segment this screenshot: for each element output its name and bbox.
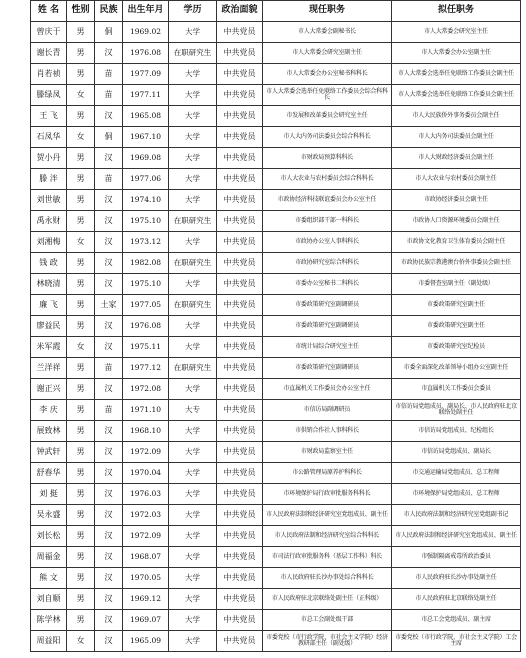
cell-birth-date: 1977.05 [123, 295, 169, 316]
cell-birth-date: 1970.05 [123, 568, 169, 589]
cell-current-position: 市人大内务司法委员会综合科科长 [263, 127, 392, 148]
cell-birth-date: 1965.09 [123, 631, 169, 652]
cell-ethnicity: 汉 [95, 484, 123, 505]
cell-proposed-position: 市委政策研究室副主任 [392, 316, 521, 337]
cell-ethnicity: 汉 [95, 211, 123, 232]
cell-proposed-position: 市委政策研究室副主任 [392, 295, 521, 316]
cell-political-status: 中共党员 [217, 169, 263, 190]
cell-political-status: 中共党员 [217, 568, 263, 589]
table-row [31, 505, 521, 526]
cell-gender: 男 [67, 463, 95, 484]
cell-education: 大学 [169, 148, 217, 169]
cell-ethnicity: 苗 [95, 400, 123, 421]
cell-education: 大学 [169, 85, 217, 106]
cell-proposed-position: 市强制隔离戒毒所政治委员 [392, 547, 521, 568]
cell-birth-date: 1975.10 [123, 211, 169, 232]
header-gender: 性别 [67, 1, 95, 22]
cell-name: 钱 政 [31, 253, 67, 274]
cell-education: 大学 [169, 421, 217, 442]
cell-birth-date: 1969.12 [123, 589, 169, 610]
cell-current-position: 市发展和改革委员会研究室主任 [263, 106, 392, 127]
header-education: 学历 [169, 1, 217, 22]
cell-current-position: 市财政局监察室主任 [263, 442, 392, 463]
cell-political-status: 中共党员 [217, 442, 263, 463]
cell-proposed-position: 市总工会党组成员、副主席 [392, 610, 521, 631]
cell-current-position: 市人民政府法制和经济研究室党组成员、副主任 [263, 505, 392, 526]
cell-name: 谢长青 [31, 43, 67, 64]
cell-name: 兰洋祥 [31, 358, 67, 379]
cell-education: 大学 [169, 589, 217, 610]
cell-current-position: 市人民政府法制和经济研究室综合科科长 [263, 526, 392, 547]
cell-political-status: 中共党员 [217, 85, 263, 106]
cell-political-status: 中共党员 [217, 484, 263, 505]
cell-ethnicity: 汉 [95, 589, 123, 610]
table-row [31, 484, 521, 505]
cell-education: 大学 [169, 463, 217, 484]
cell-proposed-position: 市政协经济委员会副主任 [392, 190, 521, 211]
appointment-table [30, 0, 521, 652]
cell-proposed-position: 市委全面深化改革领导小组办公室副主任 [392, 358, 521, 379]
cell-birth-date: 1977.09 [123, 64, 169, 85]
cell-political-status: 中共党员 [217, 148, 263, 169]
cell-ethnicity: 汉 [95, 148, 123, 169]
table-row [31, 106, 521, 127]
cell-education: 大学 [169, 64, 217, 85]
cell-birth-date: 1976.08 [123, 316, 169, 337]
header-proposed-position: 拟任职务 [392, 1, 521, 22]
cell-ethnicity: 苗 [95, 64, 123, 85]
cell-gender: 男 [67, 379, 95, 400]
cell-education: 大专 [169, 400, 217, 421]
cell-education: 大学 [169, 442, 217, 463]
cell-education: 大学 [169, 232, 217, 253]
cell-proposed-position: 市环境保护局党组成员、总工程师 [392, 484, 521, 505]
table-header-row [31, 1, 521, 22]
cell-current-position: 市政协经济科技联谊委员会办公室主任 [263, 190, 392, 211]
cell-birth-date: 1974.10 [123, 190, 169, 211]
cell-birth-date: 1969.07 [123, 610, 169, 631]
cell-gender: 男 [67, 106, 95, 127]
cell-proposed-position: 市人大内务司法委员会副主任 [392, 127, 521, 148]
header-political-status: 政治面貌 [217, 1, 263, 22]
cell-proposed-position: 市交通运输局党组成员、总工程师 [392, 463, 521, 484]
cell-political-status: 中共党员 [217, 337, 263, 358]
cell-education: 大学 [169, 316, 217, 337]
cell-proposed-position: 市人大农业与农村委员会副主任 [392, 169, 521, 190]
table-row [31, 442, 521, 463]
cell-gender: 男 [67, 610, 95, 631]
cell-gender: 男 [67, 421, 95, 442]
cell-political-status: 中共党员 [217, 589, 263, 610]
cell-proposed-position: 市人民政府法制和经济研究室党组成员、副主任 [392, 526, 521, 547]
cell-political-status: 中共党员 [217, 505, 263, 526]
cell-name: 王 飞 [31, 106, 67, 127]
table-row [31, 463, 521, 484]
cell-ethnicity: 汉 [95, 106, 123, 127]
cell-ethnicity: 汉 [95, 442, 123, 463]
cell-current-position: 市人大常委会办公室秘书科科长 [263, 64, 392, 85]
table-row [31, 547, 521, 568]
cell-birth-date: 1968.10 [123, 421, 169, 442]
cell-gender: 男 [67, 190, 95, 211]
cell-education: 大学 [169, 526, 217, 547]
cell-name: 曾庆于 [31, 22, 67, 43]
cell-gender: 男 [67, 526, 95, 547]
cell-ethnicity: 汉 [95, 463, 123, 484]
cell-education: 大学 [169, 337, 217, 358]
table-row [31, 358, 521, 379]
cell-education: 大学 [169, 568, 217, 589]
cell-current-position: 市统计局综合研究室主任 [263, 337, 392, 358]
cell-current-position: 市人大常委会选举任免联络工作委员会综合科科长 [263, 85, 392, 106]
cell-education: 在职研究生 [169, 43, 217, 64]
cell-political-status: 中共党员 [217, 379, 263, 400]
cell-current-position: 市司法行政审批服务科（基层工作科）科长 [263, 547, 392, 568]
cell-gender: 男 [67, 505, 95, 526]
cell-ethnicity: 汉 [95, 526, 123, 547]
table-row [31, 379, 521, 400]
cell-proposed-position: 市政协民族宗教港澳台侨外事委员会副主任 [392, 253, 521, 274]
table-row [31, 400, 521, 421]
header-ethnicity: 民族 [95, 1, 123, 22]
cell-current-position: 市政协办公室人事科科长 [263, 232, 392, 253]
cell-gender: 男 [67, 148, 95, 169]
cell-current-position: 市供销合作社人事科科长 [263, 421, 392, 442]
cell-political-status: 中共党员 [217, 610, 263, 631]
cell-education: 在职研究生 [169, 358, 217, 379]
cell-name: 谢正兴 [31, 379, 67, 400]
cell-proposed-position: 市委政策研究室纪检员 [392, 337, 521, 358]
cell-birth-date: 1976.03 [123, 484, 169, 505]
cell-gender: 男 [67, 253, 95, 274]
cell-current-position: 市财政局预算科科长 [263, 148, 392, 169]
cell-ethnicity: 苗 [95, 358, 123, 379]
cell-current-position: 市人大常委会研究室副主任 [263, 43, 392, 64]
cell-proposed-position: 市信访局党组成员、纪检组长 [392, 421, 521, 442]
cell-political-status: 中共党员 [217, 358, 263, 379]
cell-proposed-position: 市人大常委会办公室副主任 [392, 43, 521, 64]
cell-birth-date: 1977.12 [123, 358, 169, 379]
cell-political-status: 中共党员 [217, 631, 263, 652]
header-birth-date: 出生年月 [123, 1, 169, 22]
table-row [31, 85, 521, 106]
cell-ethnicity: 汉 [95, 337, 123, 358]
cell-current-position: 市委办公室秘书二科科长 [263, 274, 392, 295]
cell-name: 周福金 [31, 547, 67, 568]
cell-current-position: 市人民政府驻北京联络处副主任（正科级） [263, 589, 392, 610]
cell-current-position: 市委党校（市行政学院、市社会主义学院）经济教研部主任（副处级） [263, 631, 392, 652]
cell-political-status: 中共党员 [217, 316, 263, 337]
cell-ethnicity: 汉 [95, 253, 123, 274]
cell-ethnicity: 汉 [95, 631, 123, 652]
cell-ethnicity: 汉 [95, 421, 123, 442]
cell-political-status: 中共党员 [217, 127, 263, 148]
cell-name: 刘 挺 [31, 484, 67, 505]
cell-proposed-position: 市政协人口资源环境委员会副主任 [392, 211, 521, 232]
table-row [31, 169, 521, 190]
cell-gender: 男 [67, 400, 95, 421]
cell-birth-date: 1977.11 [123, 85, 169, 106]
cell-birth-date: 1972.09 [123, 526, 169, 547]
cell-ethnicity: 苗 [95, 169, 123, 190]
cell-proposed-position: 市信访局党组成员、副局长、市人民政府驻北京联络处副主任 [392, 400, 521, 421]
cell-current-position: 市委政策研究室副调研员 [263, 295, 392, 316]
cell-education: 大学 [169, 631, 217, 652]
cell-education: 大学 [169, 505, 217, 526]
table-row [31, 148, 521, 169]
appointment-table-sheet [30, 0, 520, 650]
cell-gender: 男 [67, 547, 95, 568]
cell-proposed-position: 市人大民族侨外事务委员会副主任 [392, 106, 521, 127]
cell-birth-date: 1965.08 [123, 106, 169, 127]
cell-gender: 男 [67, 22, 95, 43]
header-name: 姓 名 [31, 1, 67, 22]
cell-current-position: 市人民政府驻长沙办事处综合科科长 [263, 568, 392, 589]
cell-gender: 男 [67, 316, 95, 337]
cell-political-status: 中共党员 [217, 463, 263, 484]
cell-current-position: 市总工会副处级干部 [263, 610, 392, 631]
cell-current-position: 市委政策研究室副调研员 [263, 358, 392, 379]
cell-name: 贺小丹 [31, 148, 67, 169]
cell-name: 肖若祯 [31, 64, 67, 85]
table-row [31, 232, 521, 253]
cell-education: 大学 [169, 106, 217, 127]
table-row [31, 568, 521, 589]
cell-name: 滕 泮 [31, 169, 67, 190]
cell-gender: 男 [67, 358, 95, 379]
table-row [31, 190, 521, 211]
cell-ethnicity: 土家 [95, 295, 123, 316]
cell-gender: 男 [67, 589, 95, 610]
cell-political-status: 中共党员 [217, 547, 263, 568]
cell-ethnicity: 苗 [95, 85, 123, 106]
cell-gender: 男 [67, 64, 95, 85]
cell-name: 米军霞 [31, 337, 67, 358]
table-row [31, 127, 521, 148]
table-row [31, 337, 521, 358]
table-row [31, 211, 521, 232]
cell-education: 大学 [169, 379, 217, 400]
cell-proposed-position: 市委党校（市行政学院、市社会主义学院）工会主席 [392, 631, 521, 652]
cell-current-position: 市人大农业与农村委员会综合科科长 [263, 169, 392, 190]
cell-political-status: 中共党员 [217, 421, 263, 442]
cell-current-position: 市直属机关工作委员会办公室主任 [263, 379, 392, 400]
cell-political-status: 中共党员 [217, 295, 263, 316]
cell-ethnicity: 汉 [95, 43, 123, 64]
cell-ethnicity: 汉 [95, 274, 123, 295]
cell-current-position: 市信访局副调研员 [263, 400, 392, 421]
cell-birth-date: 1971.10 [123, 400, 169, 421]
cell-name: 滕绿凤 [31, 85, 67, 106]
cell-proposed-position: 市人大常委会选举任免联络工作委员会副主任 [392, 64, 521, 85]
cell-political-status: 中共党员 [217, 526, 263, 547]
cell-proposed-position: 市人大常委会选举任免联络工作委员会副主任 [392, 85, 521, 106]
table-row [31, 253, 521, 274]
cell-birth-date: 1975.11 [123, 337, 169, 358]
cell-ethnicity: 侗 [95, 127, 123, 148]
cell-gender: 男 [67, 211, 95, 232]
cell-birth-date: 1969.02 [123, 22, 169, 43]
header-current-position: 现任职务 [263, 1, 392, 22]
cell-political-status: 中共党员 [217, 43, 263, 64]
cell-gender: 女 [67, 85, 95, 106]
table-row [31, 295, 521, 316]
cell-education: 大学 [169, 169, 217, 190]
cell-ethnicity: 汉 [95, 190, 123, 211]
cell-political-status: 中共党员 [217, 22, 263, 43]
cell-education: 大学 [169, 22, 217, 43]
cell-name: 刘长松 [31, 526, 67, 547]
cell-birth-date: 1972.03 [123, 505, 169, 526]
cell-ethnicity: 汉 [95, 505, 123, 526]
cell-current-position: 市公路管理局原养护科科长 [263, 463, 392, 484]
cell-current-position: 市环境保护局行政审批服务科科长 [263, 484, 392, 505]
cell-political-status: 中共党员 [217, 274, 263, 295]
cell-name: 李 庆 [31, 400, 67, 421]
cell-proposed-position: 市政协文化教育卫生体育委员会副主任 [392, 232, 521, 253]
cell-proposed-position: 市人民政府法制和经济研究室党组副书记 [392, 505, 521, 526]
cell-name: 禹永财 [31, 211, 67, 232]
cell-gender: 女 [67, 127, 95, 148]
cell-education: 在职研究生 [169, 295, 217, 316]
cell-name: 林晓清 [31, 274, 67, 295]
cell-political-status: 中共党员 [217, 106, 263, 127]
cell-name: 展致林 [31, 421, 67, 442]
cell-current-position: 市人大常委会副秘书长 [263, 22, 392, 43]
table-row [31, 22, 521, 43]
cell-gender: 男 [67, 274, 95, 295]
cell-birth-date: 1969.08 [123, 148, 169, 169]
cell-name: 钟武轩 [31, 442, 67, 463]
cell-gender: 女 [67, 232, 95, 253]
table-row [31, 610, 521, 631]
cell-ethnicity: 汉 [95, 568, 123, 589]
cell-name: 周益阳 [31, 631, 67, 652]
cell-gender: 女 [67, 631, 95, 652]
cell-education: 在职研究生 [169, 253, 217, 274]
cell-proposed-position: 市委督查室副主任（副处级） [392, 274, 521, 295]
cell-proposed-position: 市人大常委会研究室主任 [392, 22, 521, 43]
cell-education: 在职研究生 [169, 211, 217, 232]
cell-proposed-position: 市直属机关工作委员会委员 [392, 379, 521, 400]
cell-ethnicity: 汉 [95, 232, 123, 253]
cell-education: 大学 [169, 547, 217, 568]
cell-name: 廖益民 [31, 316, 67, 337]
table-row [31, 589, 521, 610]
cell-gender: 男 [67, 484, 95, 505]
cell-name: 刘世敏 [31, 190, 67, 211]
cell-ethnicity: 汉 [95, 379, 123, 400]
cell-birth-date: 1975.10 [123, 274, 169, 295]
cell-political-status: 中共党员 [217, 232, 263, 253]
table-row [31, 43, 521, 64]
table-row [31, 631, 521, 652]
cell-birth-date: 1967.10 [123, 127, 169, 148]
cell-ethnicity: 汉 [95, 316, 123, 337]
cell-birth-date: 1968.07 [123, 547, 169, 568]
cell-political-status: 中共党员 [217, 400, 263, 421]
cell-gender: 男 [67, 442, 95, 463]
cell-education: 大学 [169, 610, 217, 631]
cell-birth-date: 1976.08 [123, 43, 169, 64]
cell-education: 大学 [169, 274, 217, 295]
cell-gender: 男 [67, 295, 95, 316]
cell-name: 舒春华 [31, 463, 67, 484]
cell-name: 石凤华 [31, 127, 67, 148]
cell-birth-date: 1970.04 [123, 463, 169, 484]
table-row [31, 64, 521, 85]
cell-gender: 男 [67, 169, 95, 190]
cell-gender: 男 [67, 568, 95, 589]
cell-political-status: 中共党员 [217, 253, 263, 274]
cell-birth-date: 1972.09 [123, 442, 169, 463]
cell-ethnicity: 汉 [95, 547, 123, 568]
cell-gender: 女 [67, 337, 95, 358]
table-row [31, 421, 521, 442]
cell-birth-date: 1982.08 [123, 253, 169, 274]
cell-name: 刘自顺 [31, 589, 67, 610]
cell-gender: 男 [67, 43, 95, 64]
cell-name: 刘湘梅 [31, 232, 67, 253]
cell-current-position: 市委政策研究室副调研员 [263, 316, 392, 337]
cell-education: 大学 [169, 484, 217, 505]
cell-current-position: 市政协研究室综合科科长 [263, 253, 392, 274]
table-row [31, 274, 521, 295]
cell-proposed-position: 市人民政府驻长沙办事处副主任 [392, 568, 521, 589]
cell-proposed-position: 市人民政府驻北京联络处副主任 [392, 589, 521, 610]
cell-political-status: 中共党员 [217, 64, 263, 85]
cell-political-status: 中共党员 [217, 190, 263, 211]
cell-birth-date: 1973.12 [123, 232, 169, 253]
cell-political-status: 中共党员 [217, 211, 263, 232]
cell-name: 廉 飞 [31, 295, 67, 316]
cell-name: 吴永盛 [31, 505, 67, 526]
cell-birth-date: 1977.06 [123, 169, 169, 190]
table-row [31, 526, 521, 547]
cell-education: 大学 [169, 127, 217, 148]
cell-name: 熊 文 [31, 568, 67, 589]
cell-ethnicity: 汉 [95, 610, 123, 631]
cell-birth-date: 1972.08 [123, 379, 169, 400]
cell-education: 大学 [169, 190, 217, 211]
cell-ethnicity: 侗 [95, 22, 123, 43]
cell-current-position: 市委组织部干部一科科长 [263, 211, 392, 232]
cell-proposed-position: 市信访局党组成员、副局长 [392, 442, 521, 463]
cell-proposed-position: 市人大财政经济委员会副主任 [392, 148, 521, 169]
table-row [31, 316, 521, 337]
cell-name: 陈学林 [31, 610, 67, 631]
